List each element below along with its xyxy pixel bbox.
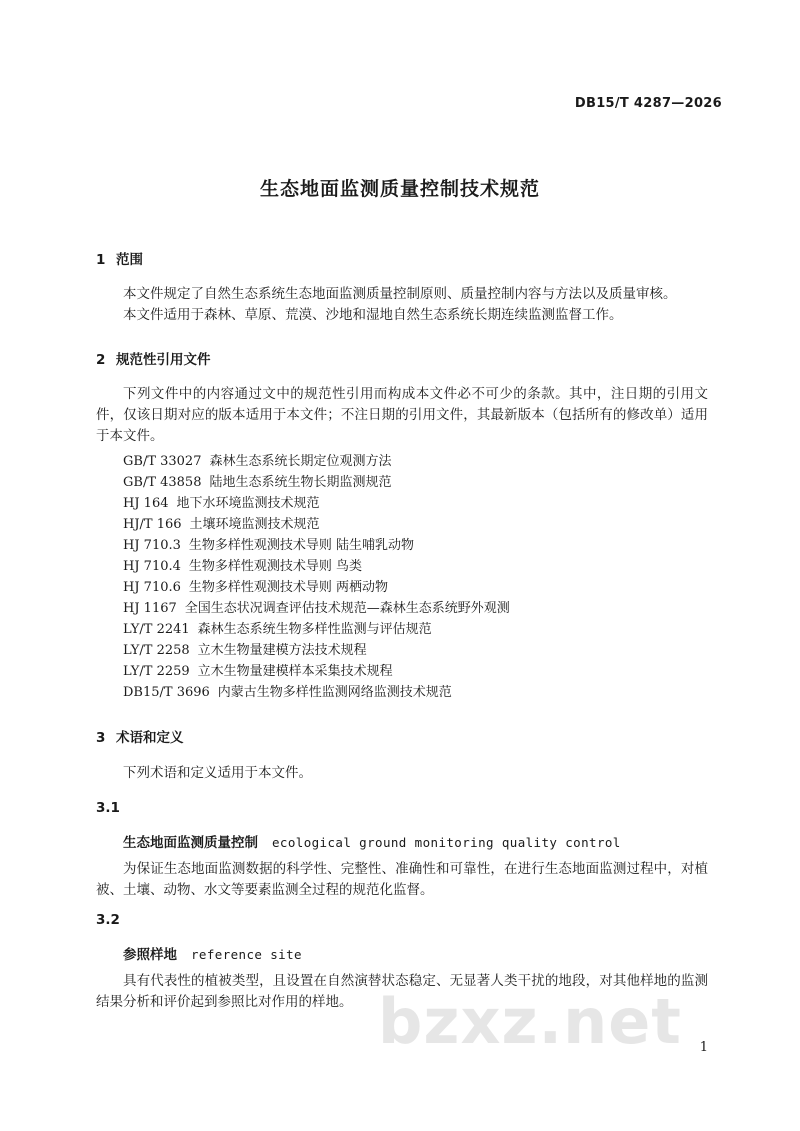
reference-code: LY/T 2241: [123, 622, 190, 637]
section-number: 3: [96, 730, 106, 746]
reference-code: HJ 710.6: [123, 580, 181, 595]
reference-item: [123, 536, 414, 556]
reference-item: [123, 494, 320, 514]
document-number: DB15/T 4287—2026: [574, 96, 722, 111]
section-1-heading: [96, 248, 143, 268]
paragraph: 本文件适用于森林、草原、荒漠、沙地和湿地自然生态系统长期连续监测监督工作。: [123, 307, 623, 323]
reference-code: HJ/T 166: [123, 517, 182, 532]
term-zh: 参照样地: [123, 947, 177, 963]
section-number: 1: [96, 252, 106, 268]
reference-code: LY/T 2259: [123, 664, 190, 679]
reference-code: DB15/T 3696: [123, 685, 210, 700]
reference-item: [123, 557, 362, 577]
term-definition: 为保证生态地面监测数据的科学性、完整性、准确性和可靠性，在进行生态地面监测过程中，对植被、土壤、动物、水文等要素监测全过程的规范化监督。: [96, 861, 708, 898]
reference-title: 土壤环境监测技术规范: [189, 517, 320, 532]
paragraph: 下列术语和定义适用于本文件。: [123, 765, 312, 781]
term-en: reference site: [191, 947, 302, 962]
reference-item: [123, 452, 392, 472]
reference-title: 内蒙古生物多样性监测网络监测技术规范: [217, 685, 452, 700]
reference-item: [123, 473, 392, 493]
reference-item: [123, 578, 388, 598]
page-number: 1: [699, 1040, 708, 1055]
section-number: 2: [96, 352, 106, 368]
reference-code: HJ 710.4: [123, 559, 181, 574]
reference-item: [123, 599, 510, 619]
reference-code: LY/T 2258: [123, 643, 190, 658]
term-definition: 具有代表性的植被类型，且设置在自然演替状态稳定、无显著人类干扰的地段，对其他样地的监测结果分析和评价起到参照比对作用的样地。: [96, 973, 708, 1010]
section-3-heading: [96, 726, 184, 746]
section-title: 术语和定义: [116, 730, 184, 746]
reference-code: HJ 710.3: [123, 538, 181, 553]
reference-title: 森林生态系统生物多样性监测与评估规范: [197, 622, 432, 637]
reference-code: HJ 164: [123, 496, 169, 511]
reference-item: [123, 641, 367, 661]
reference-item: [123, 515, 320, 535]
reference-code: GB/T 43858: [123, 475, 202, 490]
reference-code: HJ 1167: [123, 601, 177, 616]
reference-title: 生物多样性观测技术导则 两栖动物: [188, 580, 389, 595]
reference-item: [123, 683, 452, 703]
section-title: 规范性引用文件: [116, 352, 211, 368]
reference-title: 生物多样性观测技术导则 陆生哺乳动物: [188, 538, 415, 553]
reference-title: 立木生物量建模方法技术规程: [197, 643, 367, 658]
reference-code: GB/T 33027: [123, 454, 202, 469]
document-title: 生态地面监测质量控制技术规范: [259, 178, 540, 200]
watermark: bzxz.net: [378, 985, 682, 1058]
term-heading: [123, 943, 302, 963]
reference-title: 地下水环境监测技术规范: [176, 496, 320, 511]
paragraph: 本文件规定了自然生态系统生态地面监测质量控制原则、质量控制内容与方法以及质量审核。: [123, 286, 677, 302]
term-number: 3.2: [96, 912, 120, 928]
term-heading: [123, 831, 621, 851]
section-title: 范围: [116, 252, 143, 268]
term-number: 3.1: [96, 800, 120, 816]
reference-title: 全国生态状况调查评估技术规范—森林生态系统野外观测: [184, 601, 510, 616]
reference-title: 陆地生态系统生物长期监测规范: [209, 475, 392, 490]
paragraph: 下列文件中的内容通过文中的规范性引用而构成本文件必不可少的条款。其中，注日期的引用文件，仅该日期对应的版本适用于本文件；不注日期的引用文件，其最新版本（包括所有的修改单）适用于本文件。: [96, 386, 708, 444]
reference-item: [123, 620, 432, 640]
term-zh: 生态地面监测质量控制: [123, 835, 258, 851]
reference-title: 立木生物量建模样本采集技术规程: [197, 664, 393, 679]
reference-title: 生物多样性观测技术导则 鸟类: [188, 559, 363, 574]
reference-title: 森林生态系统长期定位观测方法: [209, 454, 392, 469]
term-en: ecological ground monitoring quality control: [272, 835, 621, 850]
section-2-heading: [96, 348, 211, 368]
reference-item: [123, 662, 393, 682]
